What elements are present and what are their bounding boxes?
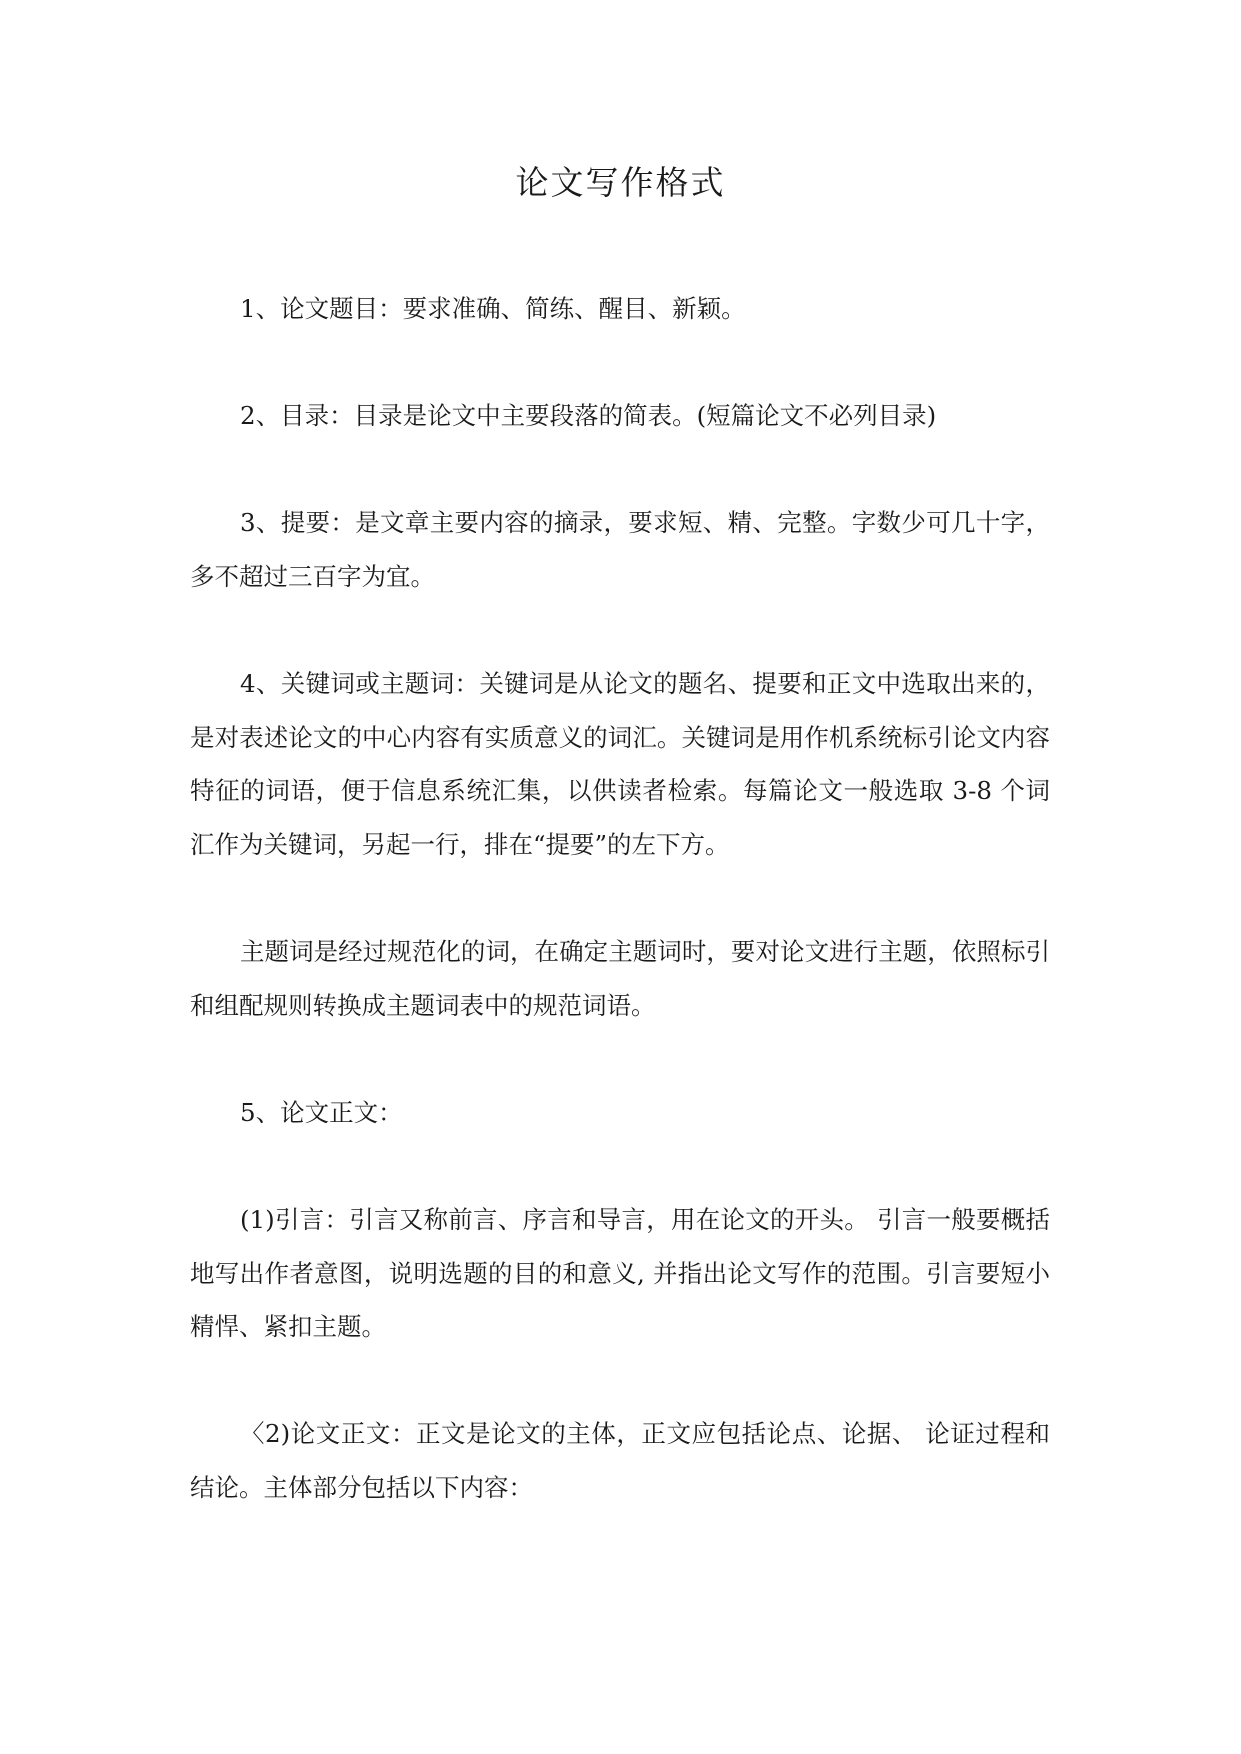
- paragraph-abstract: 3、提要：是文章主要内容的摘录，要求短、精、完整。字数少可几十字，多不超过三百字为宜。: [190, 508, 1050, 591]
- paragraph-body-heading: 5、论文正文：: [240, 1098, 403, 1127]
- paragraph-subject-terms: 主题词是经过规范化的词，在确定主题词时，要对论文进行主题，依照标引和组配规则转换成主题词表中的规范词语。: [190, 937, 1050, 1020]
- paragraph-keywords: 4、关键词或主题词：关键词是从论文的题名、提要和正文中选取出来的，是对表述论文的中心内容有实质意义的词汇。关键词是用作机系统标引论文内容特征的词语，便于信息系统汇集，以供读者检索。每篇论文一般选取 3-8 个词汇作为关键词，另起一行，排在“提要”的左下方。: [190, 669, 1050, 859]
- document-title: 论文写作格式: [515, 163, 726, 202]
- paragraph-table-of-contents: 2、目录：目录是论文中主要段落的简表。(短篇论文不必列目录): [240, 401, 937, 430]
- paragraph-thesis-title: 1、论文题目：要求准确、简练、醒目、新颖。: [240, 294, 746, 323]
- paragraph-main-body: 〈2)论文正文：正文是论文的主体，正文应包括论点、论据、 论证过程和结论。主体部分包括以下内容：: [190, 1419, 1050, 1502]
- paragraph-introduction: (1)引言：引言又称前言、序言和导言，用在论文的开头。 引言一般要概括地写出作者意图，说明选题的目的和意义, 并指出论文写作的范围。引言要短小精悍、紧扣主题。: [190, 1205, 1050, 1342]
